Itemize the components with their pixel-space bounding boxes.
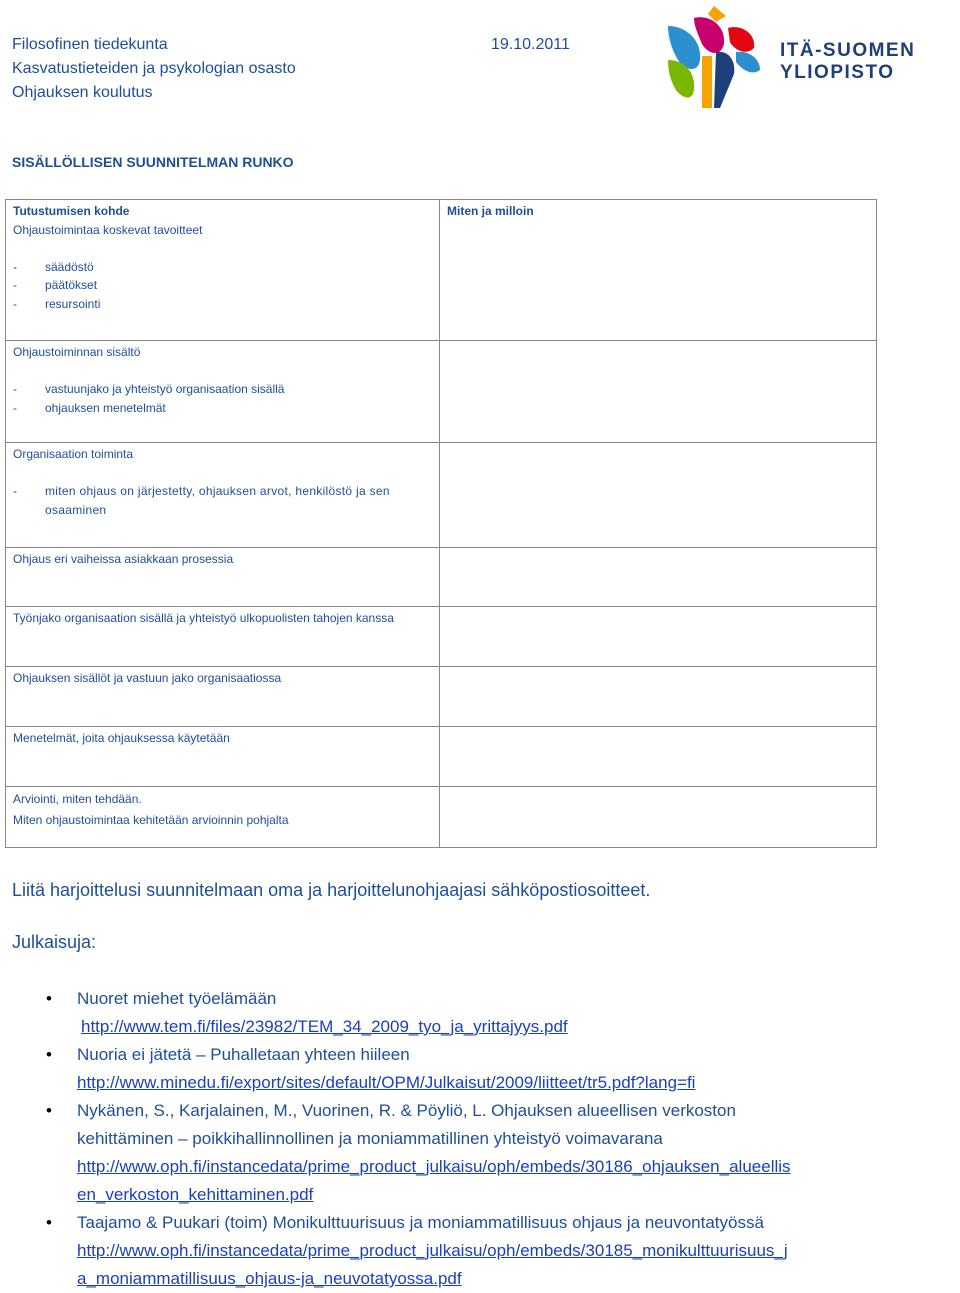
- row7-text: Menetelmät, joita ohjauksessa käytetään: [13, 731, 230, 745]
- row3-heading: Organisaation toiminta: [13, 447, 134, 461]
- publication-link-line-1[interactable]: http://www.oph.fi/instancedata/prime_product_julkaisu/oph/embeds/30185_monikulttuurisuus_j: [77, 1241, 788, 1260]
- table-cell[interactable]: [440, 607, 877, 667]
- row1-subheading: Ohjaustoimintaa koskevat tavoitteet: [13, 222, 203, 237]
- list-item: - resursointi: [13, 296, 101, 311]
- list-item: - ohjauksen menetelmät: [13, 400, 166, 415]
- table-row: [6, 200, 877, 341]
- university-logo-mark: [664, 4, 774, 110]
- table-row: [6, 443, 877, 548]
- publication-title: Nuoria ei jätetä – Puhalletaan yhteen hiileen: [77, 1045, 410, 1064]
- row5-text: Työnjako organisaation sisällä ja yhteistyö ulkopuolisten tahojen kanssa: [13, 611, 394, 625]
- table-cell[interactable]: [440, 443, 877, 548]
- publications-heading: Julkaisuja:: [12, 932, 97, 952]
- document-date: 19.10.2011: [491, 36, 570, 53]
- publication-link-line-1[interactable]: http://www.oph.fi/instancedata/prime_product_julkaisu/oph/embeds/30186_ohjauksen_alueellis: [77, 1157, 791, 1176]
- plan-table: [5, 199, 877, 848]
- table-row: [6, 667, 877, 727]
- logo-line-2: YLIOPISTO: [780, 62, 895, 83]
- publication-title-line-2: kehittäminen – poikkihallinnollinen ja moniammatillinen yhteistyö voimavarana: [77, 1129, 663, 1148]
- publications-list: [0, 985, 930, 1293]
- page-title: SISÄLLÖLLISEN SUUNNITELMAN RUNKO: [12, 154, 294, 170]
- list-item: - päätökset: [13, 278, 98, 292]
- list-item: - miten ohjaus on järjestetty, ohjauksen arvot, henkilöstö ja sen osaaminen: [13, 484, 390, 517]
- table-row: [6, 607, 877, 667]
- table-row: [6, 341, 877, 443]
- table-cell: [6, 607, 440, 667]
- right-column-heading: Miten ja milloin: [447, 204, 534, 218]
- row8-line-1: Arviointi, miten tehdään.: [13, 792, 142, 806]
- bullet-icon: •: [46, 1101, 52, 1120]
- publication-title: Nuoret miehet työelämään: [77, 989, 277, 1008]
- table-cell[interactable]: [440, 727, 877, 787]
- publication-link[interactable]: http://www.tem.fi/files/23982/TEM_34_2009_tyo_ja_yrittajyys.pdf: [81, 1017, 568, 1036]
- table-cell[interactable]: [440, 341, 877, 443]
- faculty-name: Filosofinen tiedekunta: [12, 36, 168, 53]
- publication-link[interactable]: http://www.minedu.fi/export/sites/default/OPM/Julkaisut/2009/liitteet/tr5.pdf?lang=fi: [77, 1073, 696, 1092]
- table-cell: [6, 548, 440, 607]
- list-item: - säädöstö: [13, 259, 94, 274]
- table-cell: [6, 200, 440, 341]
- list-item: [0, 985, 930, 1041]
- list-item: [0, 1209, 930, 1293]
- list-item: [0, 1041, 930, 1097]
- publication-link-line-2[interactable]: a_moniammatillisuus_ohjaus-ja_neuvotatyossa.pdf: [77, 1269, 462, 1288]
- table-cell: [6, 667, 440, 727]
- program-name: Ohjauksen koulutus: [12, 84, 153, 101]
- list-item: [0, 1097, 930, 1209]
- logo-wordmark: [780, 40, 915, 84]
- table-row: [6, 727, 877, 787]
- instruction-note: Liitä harjoittelusi suunnitelmaan oma ja harjoittelunohjaajasi sähköpostiosoitteet.: [12, 880, 651, 900]
- header-info: [12, 33, 296, 105]
- publication-title: Taajamo & Puukari (toim) Monikulttuurisuus ja moniammatillisuus ohjaus ja neuvontatyössä: [77, 1213, 764, 1232]
- row6-text: Ohjauksen sisällöt ja vastuun jako organisaatiossa: [13, 671, 282, 685]
- table-cell[interactable]: [440, 548, 877, 607]
- table-row: [6, 548, 877, 607]
- table-cell: [6, 727, 440, 787]
- publication-link-line-2[interactable]: en_verkoston_kehittaminen.pdf: [77, 1185, 314, 1204]
- bullet-icon: •: [46, 989, 52, 1008]
- table-cell[interactable]: [440, 667, 877, 727]
- row4-text: Ohjaus eri vaiheissa asiakkaan prosessia: [13, 552, 234, 566]
- row2-heading: Ohjaustoiminnan sisältö: [13, 345, 141, 359]
- bullet-icon: •: [46, 1045, 52, 1064]
- row1-heading: Tutustumisen kohde: [13, 204, 130, 218]
- logo-line-1: ITÄ-SUOMEN: [780, 40, 916, 61]
- department-name: Kasvatustieteiden ja psykologian osasto: [12, 60, 296, 77]
- table-row: [6, 787, 877, 848]
- table-cell[interactable]: [440, 787, 877, 848]
- table-cell: [6, 443, 440, 548]
- row8-line-2: Miten ohjaustoimintaa kehitetään arvioinnin pohjalta: [13, 813, 289, 827]
- bullet-icon: •: [46, 1213, 52, 1232]
- table-cell: [6, 787, 440, 848]
- table-cell[interactable]: [440, 200, 877, 341]
- table-cell: [6, 341, 440, 443]
- publication-title-line-1: Nykänen, S., Karjalainen, M., Vuorinen, R. & Pöyliö, L. Ohjauksen alueellisen verkoston: [77, 1101, 736, 1120]
- list-item: - vastuunjako ja yhteistyö organisaation sisällä: [13, 382, 285, 396]
